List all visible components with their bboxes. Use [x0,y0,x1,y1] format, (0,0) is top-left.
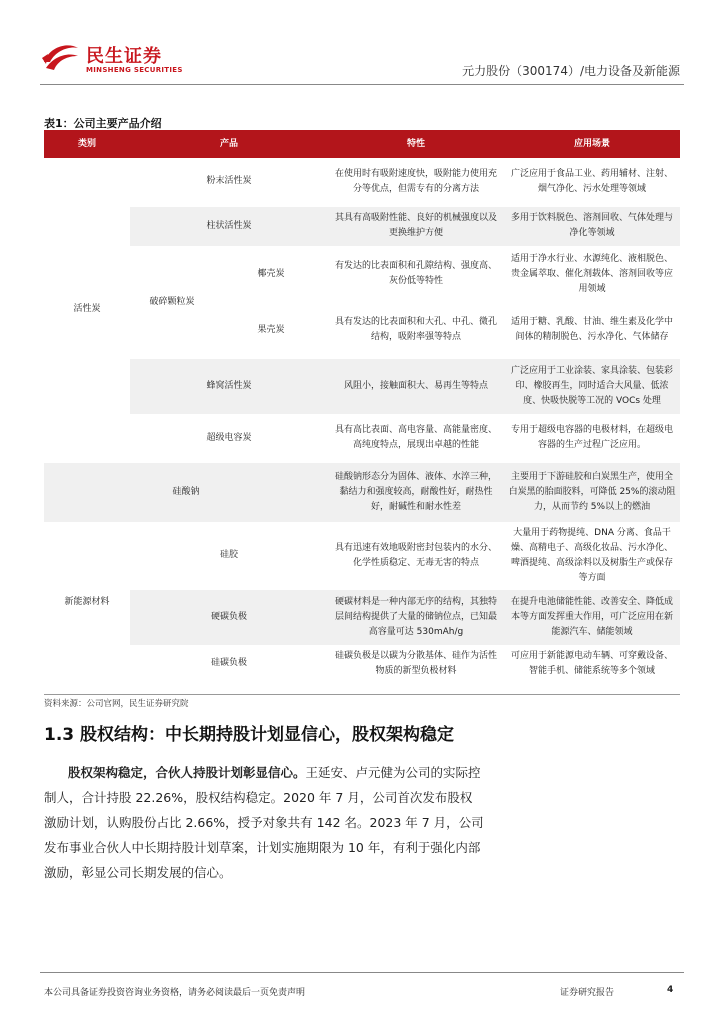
product-group-name: 破碎颗粒炭 [130,246,214,358]
product-name: 硬碳负极 [130,589,328,645]
footer-disclaimer: 本公司具备证券投资咨询业务资格，请务必阅读最后一页免责声明 [44,988,306,998]
table-row [44,206,680,246]
table-row [44,589,680,645]
table-row [44,522,680,589]
product-features: 硬碳材料是一种内部无序的结构，其独特层间结构提供了大量的储钠位点，已知最高容量可达 530mAh/g [328,589,504,645]
table-title: 表1：公司主要产品介绍 [44,117,162,130]
product-features: 硅酸钠形态分为固体、液体、水淬三种，黏结力和强度较高，耐酸性好，耐热性好，耐碱性和耐水性差 [328,462,504,522]
product-name: 硅碳负极 [130,645,328,682]
table-row [44,158,680,206]
brand-name-en: MINSHENG SECURITIES [86,66,183,74]
product-applications: 适用于糖、乳酸、甘油、维生素及化学中间体的精制脱色、污水净化、气体储存 [504,302,680,358]
brand-name-cn: 民生证券 [86,46,162,67]
header-features: 特性 [328,130,504,158]
footer-divider [40,972,684,973]
product-applications: 主要用于下游硅胶和白炭黑生产，使用全白炭黑的胎面胶料，可降低 25%的滚动阻力，从而节约 5%以上的燃油 [504,462,680,522]
product-name: 硅胶 [130,522,328,589]
page-header [0,0,724,84]
product-features: 其具有高吸附性能、良好的机械强度以及更换维护方便 [328,206,504,246]
product-name: 柱状活性炭 [130,206,328,246]
category-activated-carbon: 活性炭 [44,158,130,462]
product-features: 具有迅速有效地吸附密封包装内的水分、化学性质稳定、无毒无害的特点 [328,522,504,589]
minsheng-logo-icon [40,40,80,74]
section-paragraph [44,760,484,885]
header-category: 类别 [44,130,130,158]
section-title: 1.3 股权结构：中长期持股计划显信心，股权架构稳定 [44,725,455,745]
table-row [44,645,680,682]
table-row [44,462,680,522]
page-number: 4 [667,985,674,995]
table-row [44,358,680,414]
product-applications: 广泛应用于食品工业、药用辅材、注射、烟气净化、污水处理等领域 [504,158,680,206]
header-divider [40,84,684,85]
product-features: 具有发达的比表面积和大孔、中孔、微孔结构，吸附率强等特点 [328,302,504,358]
product-features: 风阻小，接触面积大、易再生等特点 [328,358,504,414]
table-row [44,414,680,462]
table-header-row [44,130,680,158]
product-features: 在使用时有吸附速度快，吸附能力使用充分等优点，但需专有的分离方法 [328,158,504,206]
product-applications: 大量用于药物提纯、DNA 分离、食品干燥、高精电子、高级化妆品、污水净化、啤酒提纯、高级涂料以及树脂生产或保存等方面 [504,522,680,589]
header-product: 产品 [130,130,328,158]
table-source: 资料来源：公司官网，民生证券研究院 [44,699,189,709]
product-applications: 专用于超级电容器的电极材料，在超级电容器的生产过程广泛应用。 [504,414,680,462]
product-applications: 适用于净水行业、水源纯化、液相脱色、贵金属萃取、催化剂载体、溶剂回收等应用领域 [504,246,680,302]
product-features: 硅碳负极是以碳为分散基体、硅作为活性物质的新型负极材料 [328,645,504,682]
product-applications: 在提升电池储能性能、改善安全、降低成本等方面发挥重大作用，可广泛应用在新能源汽车、储能领域 [504,589,680,645]
header-applications: 应用场景 [504,130,680,158]
report-tag: 元力股份（300174）/电力设备及新能源 [462,64,680,78]
product-applications: 多用于饮料脱色、溶剂回收、气体处理与净化等领域 [504,206,680,246]
table-row [44,246,680,302]
product-name: 超级电容炭 [130,414,328,462]
footer-report-type: 证券研究报告 [560,988,615,998]
paragraph-body: 王延安、卢元健为公司的实际控制人，合计持股 22.26%，股权结构稳定。2020 年 7 月，公司首次发布股权激励计划，认购股份占比 2.66%，授予对象共有 142 名。2023 年 7 月，公司发布事业合伙人中长期持股计划草案，计划实施期限为 10 年，有利于强化内部激励，彰显公司长期发展的信心。 [44,765,484,880]
product-table [44,130,680,683]
product-applications: 可应用于新能源电动车辆、可穿戴设备、智能手机、储能系统等多个领域 [504,645,680,682]
product-name: 硅酸钠 [44,462,328,522]
product-name: 椰壳炭 [214,246,328,302]
product-applications: 广泛应用于工业涂装、家具涂装、包装彩印、橡胶再生，同时适合大风量、低浓度、快吸快脱等工况的 VOCs 处理 [504,358,680,414]
product-features: 有发达的比表面积和孔隙结构、强度高、灰份低等特性 [328,246,504,302]
paragraph-lead: 股权架构稳定，合伙人持股计划彰显信心。 [68,765,306,780]
product-name: 粉末活性炭 [130,158,328,206]
product-name: 果壳炭 [214,302,328,358]
product-name: 蜂窝活性炭 [130,358,328,414]
product-features: 具有高比表面、高电容量、高能量密度、高纯度特点，展现出卓越的性能 [328,414,504,462]
source-divider [44,694,680,695]
category-new-energy: 新能源材料 [44,522,130,682]
